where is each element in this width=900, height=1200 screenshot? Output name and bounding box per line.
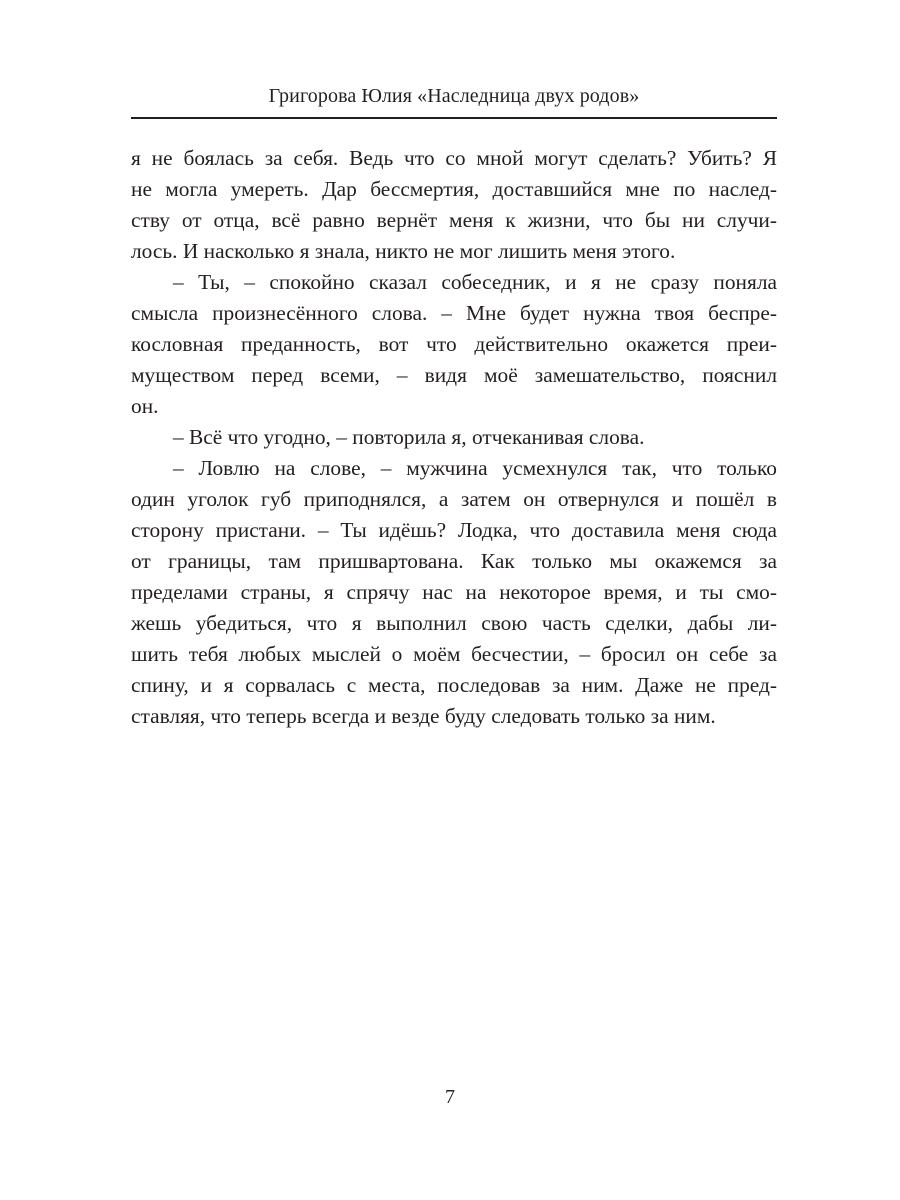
text-line: спину, и я сорвалась с места, последовав за ним. Даже не пред- [131, 673, 777, 697]
text-line: ству от отца, всё равно вернёт меня к жизни, что бы ни случи- [131, 208, 777, 232]
text-line: сторону пристани. – Ты идёшь? Лодка, что доставила меня сюда [131, 518, 777, 542]
text-line: – Всё что угодно, – повторила я, отчеканивая слова. [173, 425, 645, 449]
text-line: ставляя, что теперь всегда и везде буду следовать только за ним. [131, 704, 716, 728]
text-line: – Ты, – спокойно сказал собеседник, и я не сразу поняла [173, 270, 777, 294]
text-line: он. [131, 394, 159, 418]
header-rule [131, 117, 777, 119]
text-line: пределами страны, я спрячу нас на некоторое время, и ты смо- [131, 580, 777, 604]
text-line: не могла умереть. Дар бессмертия, доставшийся мне по наслед- [131, 177, 777, 201]
text-line: смысла произнесённого слова. – Мне будет нужна твоя беспре- [131, 301, 777, 325]
page-number: 7 [445, 1086, 455, 1108]
text-line: шить тебя любых мыслей о моём бесчестии, – бросил он себе за [131, 642, 777, 666]
text-line: муществом перед всеми, – видя моё замешательство, пояснил [131, 363, 777, 387]
text-line: лось. И насколько я знала, никто не мог лишить меня этого. [131, 239, 676, 263]
text-line: – Ловлю на слове, – мужчина усмехнулся так, что только [173, 456, 777, 480]
running-header: Григорова Юлия «Наследница двух родов» [268, 85, 640, 107]
body-text [131, 143, 777, 732]
text-line: от границы, там пришвартована. Как только мы окажемся за [131, 549, 777, 573]
text-line: жешь убедиться, что я выполнил свою часть сделки, дабы ли- [131, 611, 777, 635]
text-line: кословная преданность, вот что действительно окажется преи- [131, 332, 777, 356]
text-line: один уголок губ приподнялся, а затем он отвернулся и пошёл в [131, 487, 777, 511]
text-line: я не боялась за себя. Ведь что со мной могут сделать? Убить? Я [131, 146, 777, 170]
